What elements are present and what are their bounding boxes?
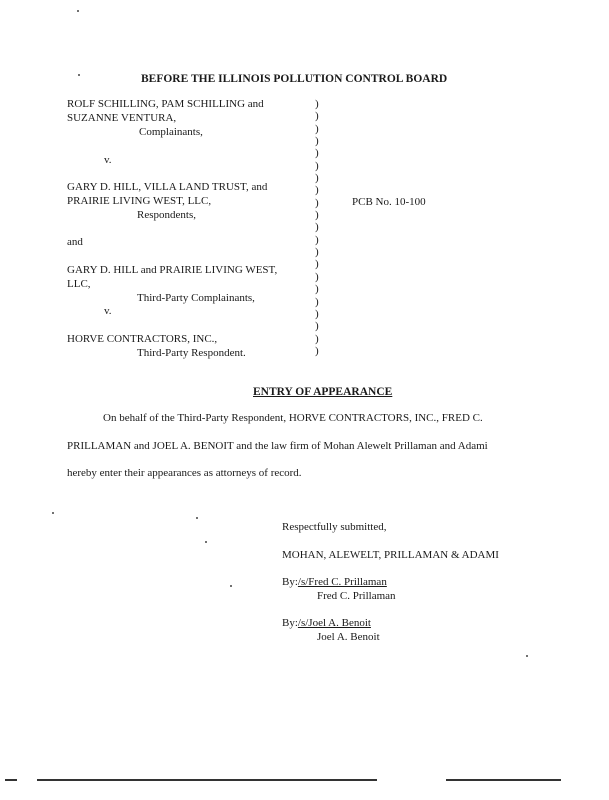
case-number: PCB No. 10-100 — [352, 196, 426, 208]
party1-role: Complainants, — [139, 126, 203, 138]
versus-1: v. — [104, 154, 112, 166]
signature-line-2: /s/Joel A. Benoit — [297, 617, 371, 629]
party1-line1: ROLF SCHILLING, PAM SCHILLING and — [67, 98, 264, 110]
signature-firm: MOHAN, ALEWELT, PRILLAMAN & ADAMI — [282, 549, 499, 561]
party3-line2: LLC, — [67, 278, 91, 290]
scan-speck — [526, 655, 528, 657]
signature-block-2 — [282, 617, 375, 630]
caption-paren: ) — [315, 233, 319, 246]
caption-paren: ) — [315, 246, 319, 259]
caption-paren: ) — [315, 98, 319, 110]
versus-2: v. — [104, 305, 112, 317]
signature-closing: Respectfully submitted, — [282, 521, 387, 533]
by-label: By: — [282, 617, 298, 629]
party1-line2: SUZANNE VENTURA, — [67, 112, 177, 124]
caption-paren: ) — [315, 135, 319, 148]
scan-speck — [196, 517, 198, 519]
caption-paren: ) — [315, 320, 319, 333]
party2-line2: PRAIRIE LIVING WEST, LLC, — [67, 195, 212, 207]
scan-speck — [78, 74, 80, 76]
signer-name-2: Joel A. Benoit — [317, 631, 380, 643]
and-separator: and — [67, 236, 83, 248]
caption-paren-column — [315, 98, 323, 357]
caption-paren: ) — [315, 258, 319, 271]
caption-paren: ) — [315, 332, 319, 345]
signature-line-1: /s/Fred C. Prillaman — [297, 576, 387, 588]
caption-paren: ) — [315, 283, 319, 296]
caption-paren: ) — [315, 209, 319, 222]
body-line-3: hereby enter their appearances as attorneys of record. — [67, 467, 302, 479]
party3-role: Third-Party Complainants, — [137, 292, 255, 304]
caption-paren: ) — [315, 196, 319, 209]
caption-paren: ) — [315, 307, 319, 320]
scan-speck — [52, 512, 54, 514]
body-line-2: PRILLAMAN and JOEL A. BENOIT and the law firm of Mohan Alewelt Prillaman and Adami — [67, 440, 488, 452]
signature-block-1 — [282, 576, 391, 589]
caption-paren: ) — [315, 147, 319, 160]
body-line-1: On behalf of the Third-Party Respondent, HORVE CONTRACTORS, INC., FRED C. — [103, 412, 483, 424]
caption-paren: ) — [315, 159, 319, 172]
caption-paren: ) — [315, 122, 319, 135]
scan-speck — [230, 585, 232, 587]
caption-paren: ) — [315, 221, 319, 234]
scan-edge-line — [446, 779, 561, 781]
scan-edge-line — [5, 779, 17, 781]
party2-line1: GARY D. HILL, VILLA LAND TRUST, and — [67, 181, 268, 193]
caption-paren: ) — [315, 184, 319, 197]
party4-line1: HORVE CONTRACTORS, INC., — [67, 333, 218, 345]
board-title: BEFORE THE ILLINOIS POLLUTION CONTROL BOARD — [141, 73, 448, 85]
caption-paren: ) — [315, 270, 319, 283]
caption-paren: ) — [315, 172, 319, 185]
document-heading: ENTRY OF APPEARANCE — [253, 386, 393, 398]
signer-name-1: Fred C. Prillaman — [317, 590, 396, 602]
by-label: By: — [282, 576, 298, 588]
caption-paren: ) — [315, 344, 319, 357]
party3-line1: GARY D. HILL and PRAIRIE LIVING WEST, — [67, 264, 278, 276]
party2-role: Respondents, — [137, 209, 196, 221]
caption-paren: ) — [315, 110, 319, 123]
scan-speck — [205, 541, 207, 543]
scan-speck — [77, 10, 79, 12]
caption-paren: ) — [315, 295, 319, 308]
scan-edge-line — [37, 779, 377, 781]
party4-role: Third-Party Respondent. — [137, 347, 246, 359]
